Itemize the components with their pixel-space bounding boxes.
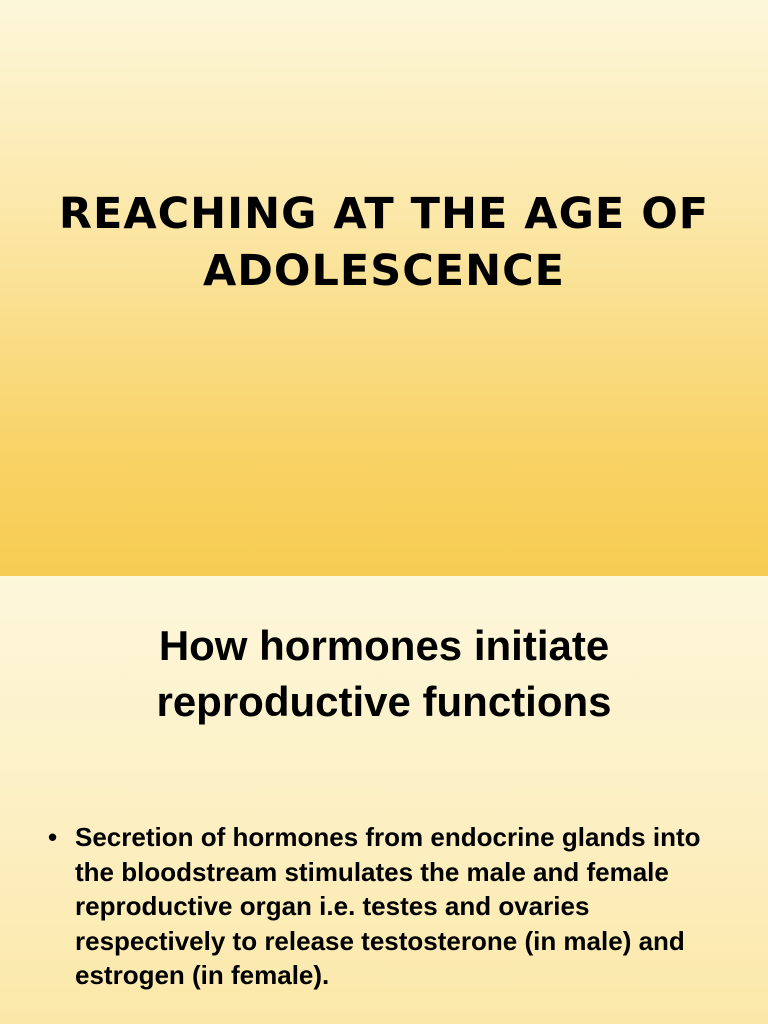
slide-2 xyxy=(0,576,768,1024)
bullet-text: Secretion of hormones from endocrine glands into the bloodstream stimulates the male and female reproductive organ i.e. testes and ovaries respectively to release testosterone (in male) and estrogen (in female). xyxy=(75,822,701,990)
slide-title: REACHING AT THE AGE OF ADOLESCENCE xyxy=(58,189,710,296)
bullet-list xyxy=(48,820,728,993)
bullet-dot-icon: • xyxy=(48,822,58,852)
slide-heading: How hormones initiate reproductive functions xyxy=(156,622,612,725)
bullet-item xyxy=(48,820,728,993)
